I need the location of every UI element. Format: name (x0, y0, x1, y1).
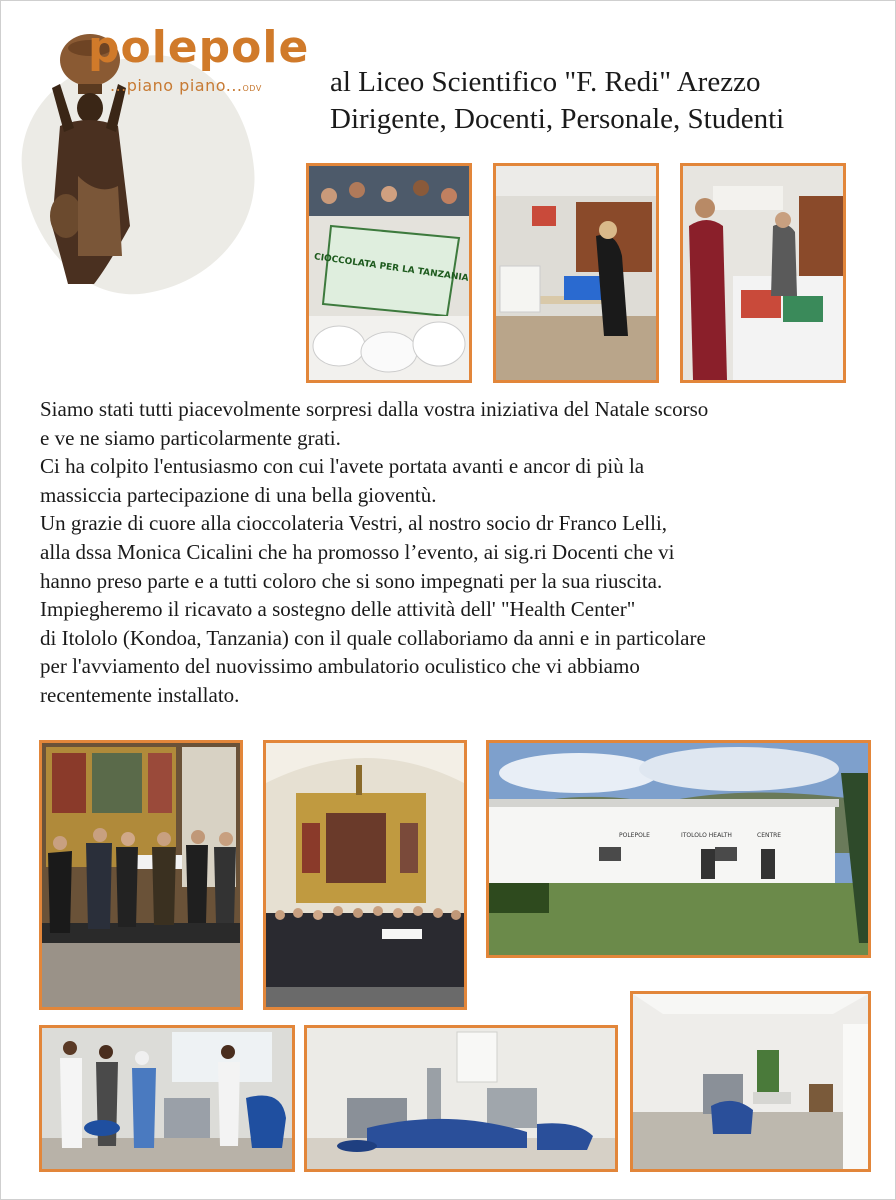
message-line: Impiegheremo il ricavato a sostegno delle attività dell' "Health Center" (40, 597, 636, 622)
photo-church-cheque-large-group (263, 740, 467, 1010)
message-line: per l'avviamento del nuovissimo ambulatorio oculistico che vi abbiamo (40, 654, 640, 679)
logo-odv-suffix: ODV (242, 84, 262, 93)
thank-you-message (40, 395, 870, 710)
message-line: recentemente installato. (40, 682, 240, 707)
message-line: alla dssa Monica Cicalini che ha promosso l’evento, ai sig.ri Docenti che vi (40, 539, 675, 564)
sign-polepole: POLEPOLE (619, 832, 650, 839)
photo-church-cheque-small-group (39, 740, 243, 1010)
message-line: Un grazie di cuore alla cioccolateria Vestri, al nostro socio dr Franco Lelli, (40, 511, 668, 536)
dedication-heading (330, 64, 784, 138)
photo-eye-clinic-room (630, 991, 871, 1172)
sign-centre: CENTRE (757, 832, 782, 839)
logo-tagline: ...piano piano...ODV (110, 76, 262, 95)
sign-itololo: ITOLOLO HEALTH (681, 832, 732, 839)
message-line: hanno preso parte e a tutti coloro che si sono impegnati per la sua riuscita. (40, 568, 663, 593)
photo-eye-clinic-equipment (304, 1025, 618, 1172)
logo-wordmark: polepole (88, 22, 310, 73)
message-line: Siamo stati tutti piacevolmente sorpresi dalla vostra iniziativa del Natale scorso (40, 397, 709, 421)
message-line: massiccia partecipazione di una bella gioventù. (40, 482, 437, 507)
polepole-logo (18, 18, 308, 278)
photo-eye-clinic-staff (39, 1025, 295, 1172)
photo-itololo-health-centre (486, 740, 871, 958)
photo-volunteers-table (680, 163, 846, 383)
message-line: e ve ne siamo particolarmente grati. (40, 425, 341, 450)
heading-line-2: Dirigente, Docenti, Personale, Studenti (330, 103, 785, 135)
photo-chocolate-sale (306, 163, 472, 383)
photo-classroom-packing (493, 163, 659, 383)
heading-line-1: al Liceo Scientifico "F. Redi" Arezzo (330, 66, 761, 98)
banner-text: CIOCCOLATA PER LA TANZANIA (313, 252, 469, 284)
message-line: di Itololo (Kondoa, Tanzania) con il quale collaboriamo da anni e in particolare (40, 625, 706, 650)
message-line: Ci ha colpito l'entusiasmo con cui l'avete portata avanti e ancor di più la (40, 454, 645, 479)
